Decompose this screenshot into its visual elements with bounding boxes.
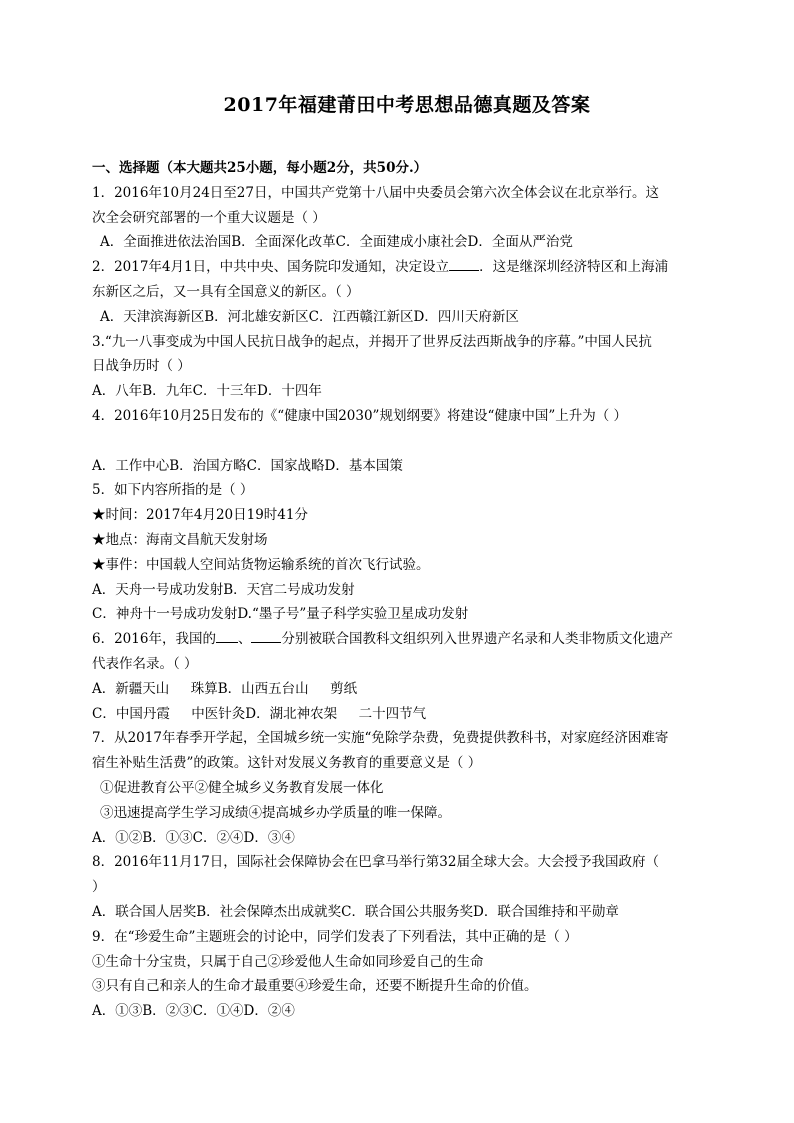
- question-1-text-line-2: 次全会研究部署的一个重大议题是（ ）: [92, 209, 326, 226]
- question-9-option-b: B．②③: [142, 1003, 193, 1020]
- blank-line: [92, 429, 722, 454]
- question-8-text-line-2: ）: [92, 879, 106, 896]
- question-4-option-c: C．国家战略: [246, 457, 325, 474]
- question-2-text-part-1: 2．2017年4月1日，中共中央、国务院印发通知，决定设立: [92, 259, 450, 276]
- question-9-statement-2: ②珍爱他人生命如同珍爱自己的生命: [267, 953, 484, 970]
- question-7-option-c: C．②④: [192, 829, 244, 846]
- question-3-text-line-1: 3.“九一八事变成为中国人民抗日战争的起点，并揭开了世界反法西斯战争的序幕。”中国人民抗: [92, 333, 652, 350]
- question-9-options: [92, 999, 722, 1024]
- question-1-options: [92, 230, 722, 255]
- question-3-option-d: D．十四年: [257, 383, 322, 400]
- question-6-options-row-1: [92, 677, 722, 702]
- question-7-statement-3: ③迅速提高学生学习成绩: [100, 804, 249, 821]
- question-2-option-a: A．天津滨海新区: [100, 308, 205, 325]
- question-7-option-b: B．①③: [142, 829, 193, 846]
- question-9-option-c: C．①④: [192, 1003, 244, 1020]
- question-2-text-part-2: ．这是继深圳经济特区和上海浦: [479, 259, 669, 276]
- question-6-text-part-1: 6．2016年，我国的: [92, 631, 216, 648]
- question-9-option-a: A．①③: [92, 1003, 143, 1020]
- section-heading: 一、选择题（本大题共25小题，每小题2分，共50分.）: [92, 160, 428, 176]
- question-8-option-d: D．联合国维持和平勋章: [473, 903, 619, 920]
- document-title: 2017年福建莆田中考思想品德真题及答案: [223, 94, 591, 116]
- question-9-statements-row-1: [92, 950, 722, 975]
- question-3-option-a: A．八年: [92, 383, 143, 400]
- question-1-option-a: A．全面推进依法治国: [100, 234, 232, 251]
- question-4-option-b: B．治国方略: [169, 457, 247, 474]
- question-5-place: ★地点：海南文昌航天发射场: [92, 531, 268, 548]
- question-7-statement-4: ④提高城乡办学质量的唯一保障。: [248, 804, 451, 821]
- question-8-options: [92, 900, 722, 925]
- question-8-text-line-1: 8．2016年11月17日，国际社会保障协会在巴拿马举行第32届全球大会。大会授予我国政府（: [92, 854, 659, 871]
- question-1-option-b: B．全面深化改革: [231, 234, 336, 251]
- question-7-statement-1: ①促进教育公平: [100, 779, 195, 796]
- question-2-text-line-2: 东新区之后，又一具有全国意义的新区。（ ）: [92, 283, 360, 300]
- question-6-blank-2: [251, 628, 281, 643]
- question-1-option-d: D．全面从严治党: [467, 234, 573, 251]
- question-4-option-a: A．工作中心: [92, 457, 170, 474]
- question-3-text-line-2: 日战争历时（ ）: [92, 358, 191, 375]
- question-5-event: ★事件：中国载人空间站货物运输系统的首次飞行试验。: [92, 556, 430, 573]
- question-5-option-a: A．天舟一号成功发射: [92, 581, 224, 598]
- question-7-option-a: A．①②: [92, 829, 143, 846]
- question-6-option-c: C．中国丹霞 中医针灸: [92, 705, 246, 722]
- question-3-options: [92, 379, 722, 404]
- question-4-options: [92, 454, 722, 479]
- question-2-option-d: D．四川天府新区: [413, 308, 519, 325]
- question-6-option-a: A．新疆天山 珠算: [92, 680, 218, 697]
- question-9-statement-3: ③只有自己和亲人的生命才最重要: [92, 978, 295, 995]
- question-9-statements-row-2: [92, 974, 722, 999]
- question-5-option-d: D.“墨子号”量子科学实验卫星成功发射: [237, 606, 469, 623]
- question-6-options-row-2: [92, 702, 722, 727]
- question-7-statements-row-2: [92, 801, 722, 826]
- question-3-option-b: B．九年: [142, 383, 193, 400]
- question-2-option-c: C．江西赣江新区: [308, 308, 414, 325]
- question-4-option-d: D．基本国策: [324, 457, 403, 474]
- question-7-statements-row-1: [92, 776, 722, 801]
- question-9-statement-1: ①生命十分宝贵，只属于自己: [92, 953, 268, 970]
- question-4-text-line-1: 4．2016年10月25日发布的《“健康中国2030”规划纲要》将建设“健康中国”上升为（ ）: [92, 407, 628, 424]
- question-5-option-b: B．天宫二号成功发射: [223, 581, 355, 598]
- question-7-text-line-2: 宿生补贴生活费”的政策。这针对发展义务教育的重要意义是（ ）: [92, 755, 482, 772]
- document-page: [92, 92, 722, 1024]
- question-5-option-c: C．神舟十一号成功发射: [92, 606, 238, 623]
- question-9-text-line-1: 9．在“珍爱生命”主题班会的讨论中，同学们发表了下列看法，其中正确的是（ ）: [92, 928, 578, 945]
- question-7-statement-2: ②健全城乡义务教育发展一体化: [194, 779, 384, 796]
- question-7-options: [92, 826, 722, 851]
- question-2-options: [92, 305, 722, 330]
- question-6-text-part-2: 、: [237, 631, 252, 648]
- question-6-text-line-1: [92, 627, 722, 652]
- question-7-option-d: D．③④: [243, 829, 295, 846]
- question-9-option-d: D．②④: [243, 1003, 295, 1020]
- question-8-option-c: C．联合国公共服务奖: [341, 903, 474, 920]
- question-1-option-c: C．全面建成小康社会: [335, 234, 468, 251]
- question-5-time: ★时间：2017年4月20日19时41分: [92, 507, 308, 524]
- question-9-statement-4: ④珍爱生命，还要不断提升生命的价值。: [294, 978, 538, 995]
- question-8-option-b: B．社会保障杰出成就奖: [196, 903, 342, 920]
- question-6-option-d: D．湖北神农架 二十四节气: [245, 705, 427, 722]
- question-6-text-part-3: 分别被联合国教科文组织列入世界遗产名录和人类非物质文化遗产: [281, 631, 673, 648]
- question-5-options-row-1: [92, 578, 722, 603]
- question-2-option-b: B．河北雄安新区: [204, 308, 309, 325]
- question-1-text-line-1: 1．2016年10月24日至27日，中国共产党第十八届中央委员会第六次全体会议在北京举行。这: [92, 184, 659, 201]
- question-6-text-line-2: 代表作名录。（ ）: [92, 655, 198, 672]
- question-6-option-b: B．山西五台山 剪纸: [217, 680, 358, 697]
- question-5-options-row-2: [92, 602, 722, 627]
- question-2-text-line-1: [92, 255, 722, 280]
- question-2-blank: [449, 256, 479, 271]
- question-7-text-line-1: 7．从2017年春季开学起，全国城乡统一实施“免除学杂费，免费提供教科书，对家庭经济困难寄: [92, 730, 669, 747]
- question-5-text-line-1: 5．如下内容所指的是（ ）: [92, 482, 254, 499]
- question-8-option-a: A．联合国人居奖: [92, 903, 197, 920]
- question-3-option-c: C．十三年: [192, 383, 258, 400]
- question-6-blank-1: [216, 628, 238, 643]
